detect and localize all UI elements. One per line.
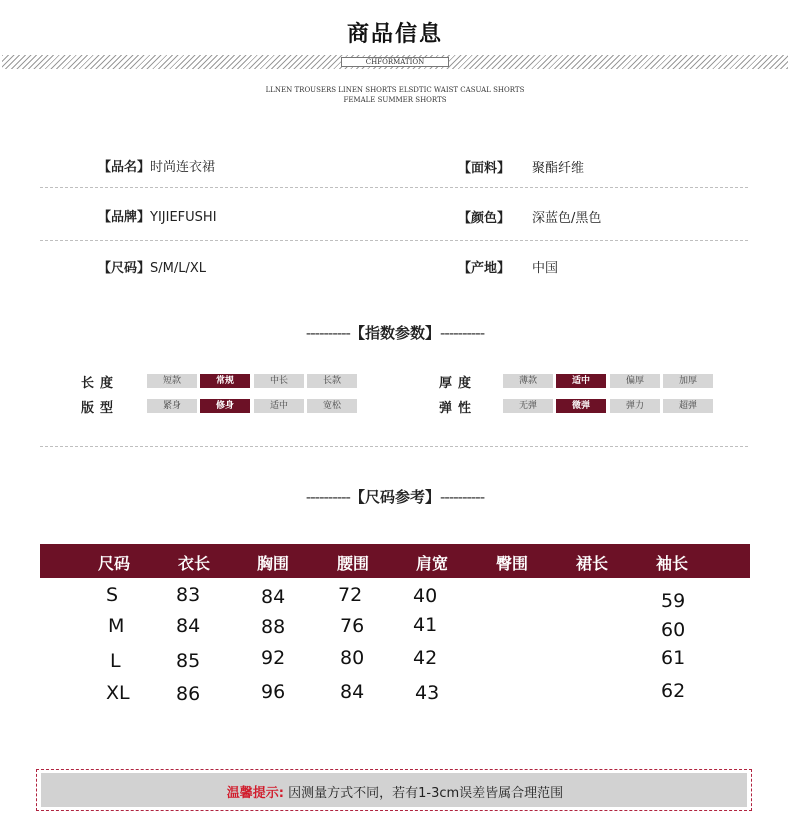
cell-length: 84 [176, 615, 201, 637]
cell-waist: 84 [340, 681, 365, 703]
cell-sleeve: 61 [661, 647, 686, 669]
elastic-option: 超弹 [663, 399, 713, 413]
info-size-value: S/M/L/XL [150, 261, 207, 276]
info-size [98, 257, 206, 276]
info-name-value: 时尚连衣裙 [150, 160, 216, 175]
info-fabric-key: 【面料】 [458, 161, 511, 176]
heading-dashes: ---------- [305, 488, 350, 506]
notice-label: 温馨提示: [226, 786, 284, 801]
elastic-option: 弹力 [610, 399, 660, 413]
cell-size: L [110, 650, 121, 672]
info-brand [98, 206, 217, 225]
cell-waist: 72 [338, 584, 363, 606]
column-header-length: 衣长 [178, 554, 211, 573]
heading-dashes: ---------- [440, 488, 485, 506]
info-size-key: 【尺码】 [98, 261, 151, 276]
info-color [458, 207, 510, 226]
cell-bust: 96 [261, 681, 286, 703]
thickness-option: 偏厚 [610, 374, 660, 388]
column-header-hip: 臀围 [496, 554, 529, 573]
subtitle-line-1: LLNEN TROUSERS LINEN SHORTS ELSDTIC WAIST CASUAL SHORTS [265, 86, 525, 94]
elastic-option: 无弹 [503, 399, 553, 413]
info-fabric [458, 157, 510, 176]
heading-dashes: ---------- [440, 324, 485, 342]
cell-size: XL [106, 682, 130, 704]
info-origin-value: 中国 [532, 261, 559, 276]
cell-bust: 84 [261, 586, 286, 608]
cell-waist: 80 [340, 647, 365, 669]
subtitle-line-2: FEMALE SUMMER SHORTS [343, 96, 447, 104]
info-name [98, 156, 215, 175]
info-divider [40, 240, 748, 241]
notice-message: 因测量方式不同，若有1-3cm误差皆属合理范围 [284, 786, 564, 801]
heading-dashes: ---------- [305, 324, 350, 342]
fit-option-selected: 修身 [200, 399, 250, 413]
cell-shoulder: 43 [415, 682, 440, 704]
cell-shoulder: 40 [413, 585, 438, 607]
cell-bust: 92 [261, 647, 286, 669]
elastic-label: 弹性 [439, 401, 478, 416]
fit-option: 紧身 [147, 399, 197, 413]
cell-shoulder: 41 [413, 614, 438, 636]
index-heading [0, 322, 790, 343]
index-heading-text: 【指数参数】 [349, 324, 440, 342]
column-header-sleeve: 袖长 [656, 554, 689, 573]
length-option: 短款 [147, 374, 197, 388]
cell-size: M [108, 615, 125, 637]
info-color-key: 【颜色】 [458, 211, 511, 226]
cell-sleeve: 59 [661, 590, 686, 612]
info-divider [40, 187, 748, 188]
column-header-skirt-length: 裙长 [576, 554, 609, 573]
info-color-value: 深蓝色/黑色 [532, 211, 602, 226]
cell-shoulder: 42 [413, 647, 438, 669]
page-title: 商品信息 [346, 21, 443, 47]
fit-label: 版型 [81, 401, 120, 416]
index-divider [40, 446, 748, 447]
info-name-key: 【品名】 [98, 160, 151, 175]
length-option: 中长 [254, 374, 304, 388]
size-table-header [40, 544, 750, 578]
thickness-option-selected: 适中 [556, 374, 606, 388]
length-option: 长款 [307, 374, 357, 388]
cell-length: 86 [176, 683, 201, 705]
column-header-shoulder: 肩宽 [416, 554, 449, 573]
fit-option: 宽松 [307, 399, 357, 413]
hatch-divider-label: CHFORMATION [341, 57, 449, 67]
info-fabric-value: 聚酯纤维 [532, 161, 585, 176]
notice-text [0, 782, 790, 801]
cell-sleeve: 60 [661, 619, 686, 641]
length-option-selected: 常规 [200, 374, 250, 388]
size-heading [0, 486, 790, 507]
cell-length: 85 [176, 650, 201, 672]
cell-length: 83 [176, 584, 201, 606]
thickness-label: 厚度 [439, 376, 478, 391]
column-header-size: 尺码 [98, 554, 131, 573]
cell-bust: 88 [261, 616, 286, 638]
column-header-waist: 腰围 [337, 554, 370, 573]
thickness-option: 薄款 [503, 374, 553, 388]
size-heading-text: 【尺码参考】 [349, 488, 440, 506]
column-header-bust: 胸围 [257, 554, 290, 573]
info-brand-value: YIJIEFUSHI [150, 210, 217, 225]
thickness-option: 加厚 [663, 374, 713, 388]
elastic-option-selected: 微弹 [556, 399, 606, 413]
length-label: 长度 [81, 376, 120, 391]
cell-waist: 76 [340, 615, 365, 637]
info-origin [458, 257, 510, 276]
info-origin-key: 【产地】 [458, 261, 511, 276]
cell-sleeve: 62 [661, 680, 686, 702]
fit-option: 适中 [254, 399, 304, 413]
info-brand-key: 【品牌】 [98, 210, 151, 225]
cell-size: S [106, 584, 119, 606]
